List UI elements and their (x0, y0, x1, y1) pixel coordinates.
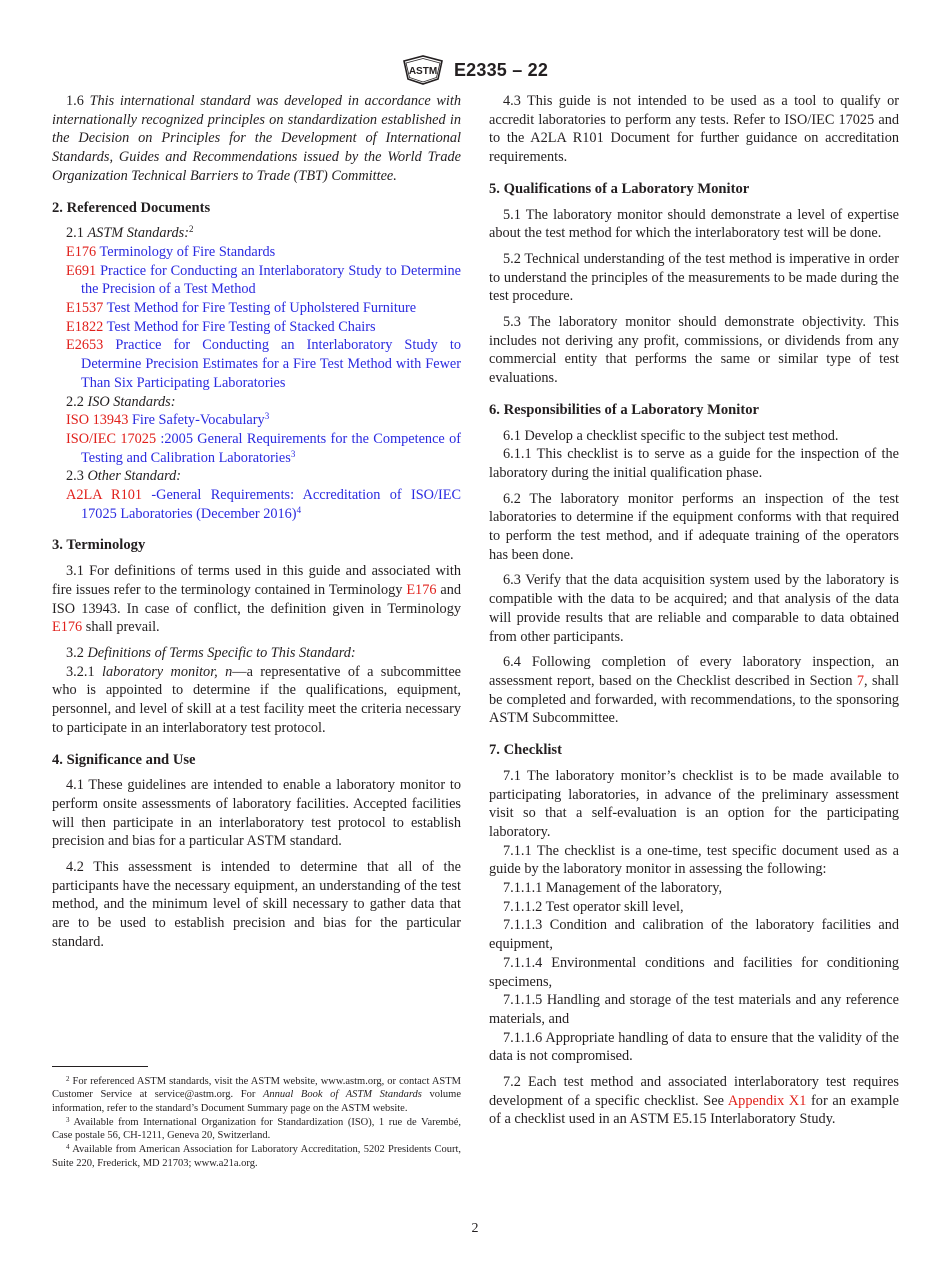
section-3-2: 3.2 Definitions of Terms Specific to This Standard: (66, 644, 356, 661)
right-column (489, 92, 899, 1136)
reference-e176[interactable]: E176 Terminology of Fire Standards (66, 243, 276, 260)
link-e176[interactable]: E176 (406, 581, 437, 598)
section-3-1: 3.1 For definitions of terms used in this guide and associated with fire issues refer to the terminology contained in Terminology E176 and ISO 13943. In case of conflict, the definition given in Terminology E176 shall prevail. (52, 563, 462, 636)
footnote-4: $^4$ Available from American Association for Laboratory Accreditation, 5202 Presidents Court, Suite 220, Frederick, MD 21703; www.a21a.org. (52, 1143, 462, 1169)
reference-iso-iec-17025[interactable]: ISO/IEC 17025 :2005 General Requirements for the Competence of Testing and Calibration Laboratories$^3$ (66, 430, 461, 466)
section-2-3: 2.3 Other Standard: (66, 468, 182, 485)
section-6-2: 6.2 The laboratory monitor performs an inspection of the test laboratories to determine if the equipment conforms with that required to perform the test method, and if adequate training of the operators has been done. (489, 490, 899, 563)
link-section-7[interactable]: 7 (856, 672, 865, 689)
reference-iso-13943[interactable]: ISO 13943 Fire Safety-Vocabulary$^3$ (66, 411, 270, 429)
section-3-2-1: 3.2.1 laboratory monitor, n—a representative of a subcommittee who is appointed to determine if the qualifications, equipment, personnel, and level of skill at a test facility meet the criteria necessary to participate in an interlaboratory test protocol. (52, 663, 462, 736)
section-6-1-1: 6.1.1 This checklist is to serve as a guide for the inspection of the laboratory during the initial qualification phase. (489, 446, 899, 481)
checklist-item: 7.1.1.2 Test operator skill level, (503, 898, 684, 915)
reference-e1537[interactable]: E1537 Test Method for Fire Testing of Upholstered Furniture (66, 300, 417, 317)
checklist-item: 7.1.1.6 Appropriate handling of data to ensure that the validity of the data is not compromised. (489, 1029, 899, 1065)
link-appendix-x1[interactable]: Appendix X1 (727, 1092, 807, 1109)
footnote-2: $^2$ For referenced ASTM standards, visit the ASTM website, www.astm.org, or contact ASTM Customer Service at service@astm.org. For Annual Book of ASTM Standards volume information, refer to the standard’s Document Summary page on the ASTM website. (52, 1075, 461, 1114)
section-4-1: 4.1 These guidelines are intended to enable a laboratory monitor to perform onsite assessments of laboratory facilities. Accepted facilities will then participate in an interlaboratory test protocol to establish precision and bias for a particular ASTM standard. (52, 777, 461, 850)
section-6-1: 6.1 Develop a checklist specific to the subject test method. (503, 427, 839, 444)
section-5-heading: 5. Qualifications of a Laboratory Monitor (489, 180, 750, 197)
section-6-4: 6.4 Following completion of every laboratory inspection, an assessment report, based on the Checklist described in Section 7, shall be completed and forwarded, with recommendations, to the sponsoring ASTM Subcommittee. (489, 654, 899, 727)
section-7-1-1: 7.1.1 The checklist is a one-time, test specific document used as a guide by the laboratory monitor in assessing the following: (489, 842, 899, 878)
checklist-item: 7.1.1.5 Handling and storage of the test materials and any reference materials, and (489, 992, 899, 1027)
link-e176[interactable]: E176 (52, 619, 83, 636)
section-7-heading: 7. Checklist (489, 742, 562, 759)
reference-e2653[interactable]: E2653 Practice for Conducting an Interlaboratory Study to Determine Precision Estimates for a Fire Test Method with Fewer Than Six Participating Laboratories (66, 337, 461, 391)
left-column (52, 92, 461, 959)
footnotes (52, 1066, 461, 1171)
section-5-2: 5.2 Technical understanding of the test method is imperative in order to understand the principles of the measurements to be made during the test procedure. (489, 250, 899, 305)
section-4-2: 4.2 This assessment is intended to determine that all of the participants have the necessary equipment, an understanding of the test method, and the minimum level of skill necessary to gather data that are to be used to establish precision and bias for the particular standard. (52, 859, 461, 950)
footnote-3: $^3$ Available from International Organization for Standardization (ISO), 1 rue de Varembé, Case postale 56, CH-1211, Geneva 20, Switzerland. (52, 1115, 461, 1142)
checklist-item: 7.1.1.3 Condition and calibration of the laboratory facilities and equipment, (489, 917, 899, 953)
section-1-6: 1.6 This international standard was developed in accordance with internationally recognized principles on standardization established in the Decision on Principles for the Development of International Standards, Guides and Recommendations issued by the World Trade Organization Technical Barriers to Trade (TBT) Committee. (52, 93, 462, 184)
section-6-3: 6.3 Verify that the data acquisition system used by the laboratory is compatible with the data to be acquired; and that analysis of the data will provide results that are reliable and comparable to data obtained from other participants. (489, 572, 899, 645)
section-4-heading: 4. Significance and Use (52, 751, 196, 768)
reference-a2la-r101[interactable]: A2LA R101 -General Requirements: Accreditation of ISO/IEC 17025 Laboratories (December 2016)$^4$ (66, 487, 461, 522)
section-3-heading: 3. Terminology (52, 537, 146, 554)
document-designation: E2335 – 22 (453, 59, 549, 80)
footnote-rule (52, 1066, 148, 1067)
section-2-1: 2.1 ASTM Standards:$^2$ (66, 224, 194, 242)
section-7-1: 7.1 The laboratory monitor’s checklist is to be made available to participating laboratories, in advance of the preliminary assessment visit so that a self-evaluation is an option for the participating laboratory. (489, 767, 899, 840)
logo-text: ASTM (408, 66, 438, 77)
section-4-3: 4.3 This guide is not intended to be used as a tool to qualify or accredit laboratories to perform any tests. Refer to ISO/IEC 17025 and to the A2LA R101 Document for further guidance on accreditation requirements. (489, 93, 899, 166)
checklist-item: 7.1.1.4 Environmental conditions and facilities for conditioning specimens, (489, 954, 899, 990)
section-5-1: 5.1 The laboratory monitor should demonstrate a level of expertise about the test method for which the interlaboratory test will be done. (489, 206, 899, 242)
astm-logo-icon (402, 55, 444, 85)
reference-e691[interactable]: E691 Practice for Conducting an Interlaboratory Study to Determine the Precision of a Test Method (66, 262, 461, 298)
section-2-2: 2.2 ISO Standards: (66, 393, 176, 410)
section-7-2: 7.2 Each test method and associated interlaboratory test requires development of a specific checklist. See Appendix X1 for an example of a checklist used in an ASTM E5.15 Interlaboratory Study. (489, 1074, 899, 1128)
reference-e1822[interactable]: E1822 Test Method for Fire Testing of Stacked Chairs (66, 318, 376, 335)
section-6-heading: 6. Responsibilities of a Laboratory Monitor (489, 401, 759, 418)
checklist-item: 7.1.1.1 Management of the laboratory, (503, 880, 723, 897)
page-number: 2 (471, 1221, 479, 1236)
page-header (0, 55, 950, 85)
section-5-3: 5.3 The laboratory monitor should demonstrate objectivity. This includes not deriving any profit, commissions, or dividends from any commercial entity that performs the same or similar type of test evaluations. (489, 314, 899, 387)
section-2-heading: 2. Referenced Documents (52, 199, 211, 216)
